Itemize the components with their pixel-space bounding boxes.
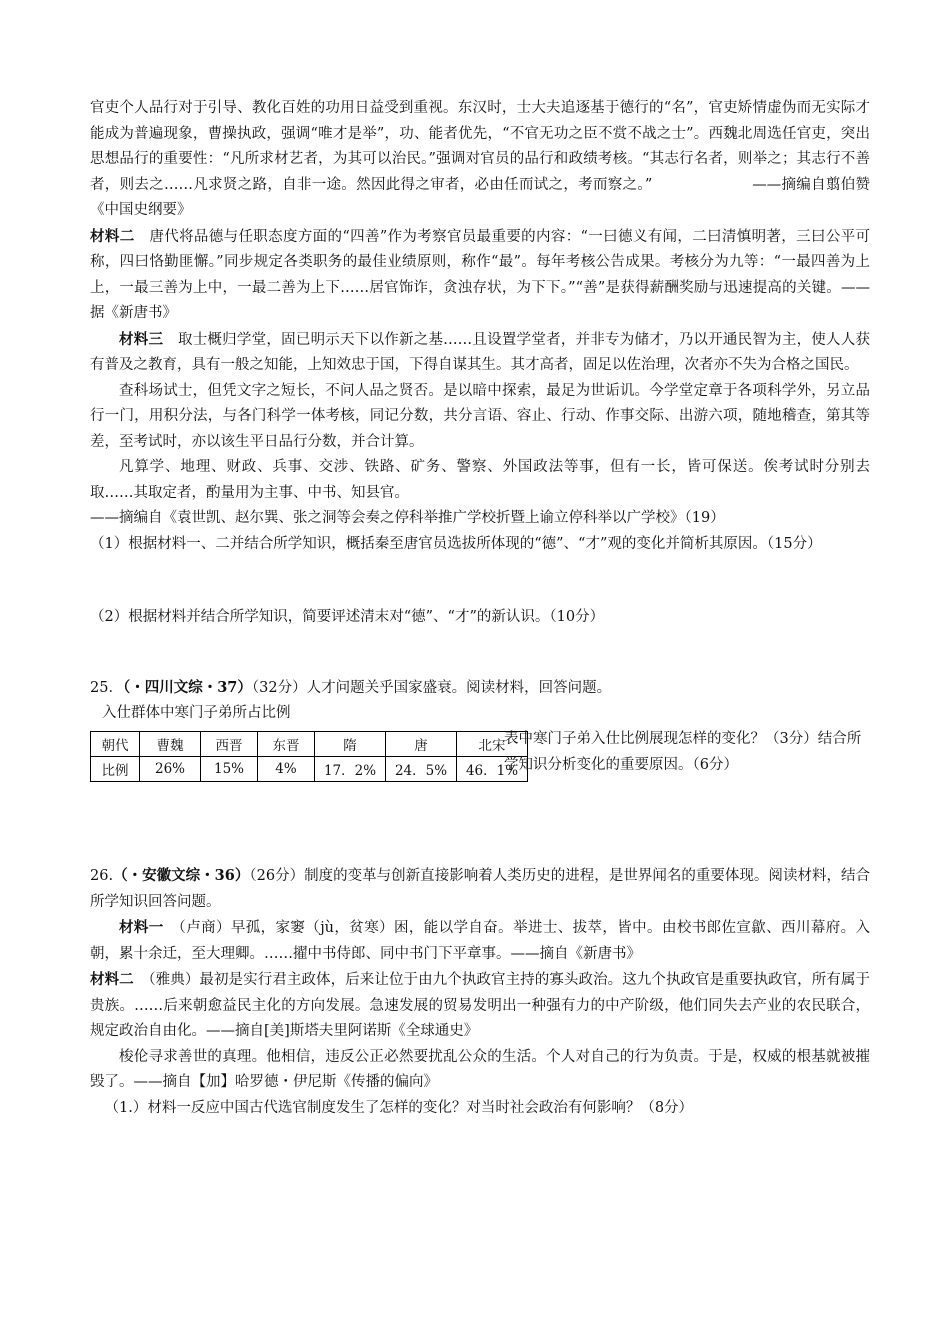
material-2-label: 材料二 bbox=[90, 227, 135, 245]
question-26-material-2 bbox=[90, 967, 870, 1045]
table-header: 唐 bbox=[386, 732, 457, 757]
table-cell: 46．1% bbox=[457, 757, 528, 782]
table-header-row bbox=[91, 732, 528, 757]
question-26-heading bbox=[90, 863, 870, 915]
question-26-text: （26分）制度的变革与创新直接影响着人类历史的进程，是世界闻名的重要体现。阅读材料，结合所学知识回答问题。 bbox=[90, 868, 870, 910]
question-26-material-1-label: 材料一 bbox=[119, 919, 164, 936]
question-26-1: （1.）材料一反应中国古代选官制度发生了怎样的变化？对当时社会政治有何影响？（8分） bbox=[104, 1099, 694, 1116]
question-24-2: （2）根据材料并结合所学知识，简要评述清末对“德”、“才”的新认识。（10分） bbox=[90, 609, 605, 625]
table-header: 东晋 bbox=[258, 732, 315, 757]
table-header: 北宋 bbox=[457, 732, 528, 757]
question-25-body bbox=[90, 701, 870, 801]
question-26-material-1 bbox=[90, 915, 870, 967]
question-25-number: 25． bbox=[90, 679, 123, 696]
table-cell: 17．2% bbox=[315, 757, 386, 782]
material-2 bbox=[90, 224, 870, 327]
table-header: 曹魏 bbox=[140, 732, 201, 757]
material-3-label: 材料三 bbox=[119, 330, 164, 348]
table-caption: 入仕群体中寒门子弟所占比例 bbox=[102, 705, 291, 721]
material-1-text: 官吏个人品行对于引导、教化百姓的功用日益受到重视。东汉时，士大夫追逐基于德行的“名”，官吏矫情虚伪而无实际才能成为普遍现象，曹操执政，强调“唯才是举”，功、能者优先，“不官无功之臣不赏不战之士”。西魏北周选任官吏，突出思想品行的重要性：“凡所求材艺者，为其可以治民。”强调对官员的品行和政绩考核。“其志行名者，则举之；其志行不善者，则去之……凡求贤之路，自非一途。然因此得之审者，必由任而试之，考而察之。” bbox=[90, 100, 870, 193]
question-25-source: （・四川文综・37） bbox=[122, 678, 252, 696]
table-cell: 24．5% bbox=[386, 757, 457, 782]
material-3-source: ——摘编自《袁世凯、赵尔巽、张之洞等会奏之停科举推广学校折暨上谕立停科举以广学校》（19） bbox=[90, 510, 725, 526]
table-cell: 15% bbox=[201, 757, 258, 782]
data-table bbox=[90, 731, 528, 782]
table-cell: 4% bbox=[258, 757, 315, 782]
question-26-source: （・安徽文综・36） bbox=[113, 867, 250, 884]
material-3-text: 取士概归学堂，固已明示天下以作新之基……且设置学堂者，并非专为储才，乃以开通民智为主，使人人获有普及之教育，具有一般之知能，上知效忠于国，下得自谋其生。其才高者，固足以佐治理，次者亦不失为合格之国民。 bbox=[90, 331, 871, 373]
material-1-source: ——摘编自翦伯赞《中国史纲要》 bbox=[90, 176, 871, 218]
material-3-para-3: 凡算学、地理、财政、兵事、交涉、铁路、矿务、警察、外国政法等事，但有一长，皆可保送。俟考试时分别去取……其取定者，酌量用为主事、中书、知县官。 bbox=[90, 459, 870, 501]
exam-page bbox=[90, 96, 870, 1121]
material-3 bbox=[90, 327, 870, 379]
table-header: 朝代 bbox=[91, 732, 140, 757]
material-3-para-2: 查科场试士，但凭文字之短长，不问人品之贤否。是以暗中探索，最足为世诟讥。今学堂定章于各项科学外，另立品行一门，用积分法，与各门科学一体考核，同记分数，共分言语、容止、行动、作事交际、出游六项，随地稽查，第其等差，至考试时，亦以该生平日品行分数，并合计算。 bbox=[90, 382, 870, 450]
table-row bbox=[91, 757, 528, 782]
question-26-material-2-text: （雅典）最初是实行君主政体，后来让位于由九个执政官主持的寡头政治。这九个执政官是重要执政官，所有属于贵族。……后来朝愈益民主化的方向发展。急速发展的贸易发明出一种强有力的中产阶级，他们同失去产业的农民联合，规定政治自由化。——摘自[美]斯塔夫里阿诺斯《全球通史》 bbox=[90, 972, 871, 1039]
question-25-heading bbox=[90, 675, 870, 702]
table-cell: 26% bbox=[140, 757, 201, 782]
question-26-number: 26. bbox=[90, 868, 114, 884]
table-row-label: 比例 bbox=[91, 757, 140, 782]
material-2-text: 唐代将品德与任职态度方面的“四善”作为考察官员最重要的内容：“一曰德义有闻，二曰清慎明著，三曰公平可称，四曰恪勤匪懈。”同步规定各类职务的最佳业绩原则，称作“最”。每年考核公告成果。考核分为九等：“一最四善为上上，一最三善为上中，一最二善为上下……居官饰诈，贪浊存状，为下下。”“善”是获得薪酬奖励与迅速提高的关键。——据《新唐书》 bbox=[90, 228, 871, 321]
question-26-material-1-text: （卢商）早孤，家窭（jù，贫寒）困，能以学自奋。举进士、拔萃，皆中。由校书郎佐宣歙、西川幕府。入朝，累十余迁，至大理卿。……擢中书侍郎、同中书门下平章事。——摘自《新唐书》 bbox=[90, 920, 870, 962]
question-25-text: （32分）人才问题关乎国家盛衰。阅读材料，回答问题。 bbox=[251, 679, 612, 696]
question-24-1: （1）根据材料一、二并结合所学知识，概括秦至唐官员选拔所体现的“德”、“才”观的变化并简析其原因。（15分） bbox=[90, 535, 822, 552]
material-1-continuation bbox=[90, 96, 870, 224]
table-header: 西晋 bbox=[201, 732, 258, 757]
question-25-question: 表中寒门子弟入仕比例展现怎样的变化？（3分）结合所学知识分析变化的重要原因。（6分） bbox=[504, 731, 862, 773]
question-26-material-2-para-2: 梭伦寻求善世的真理。他相信，违反公正必然要扰乱公众的生活。个人对自己的行为负责。于是，权威的根基就被摧毁了。——摘自【加】哈罗德・伊尼斯《传播的偏向》 bbox=[90, 1048, 870, 1090]
table-header: 隋 bbox=[315, 732, 386, 757]
question-26-material-2-label: 材料二 bbox=[90, 971, 134, 988]
